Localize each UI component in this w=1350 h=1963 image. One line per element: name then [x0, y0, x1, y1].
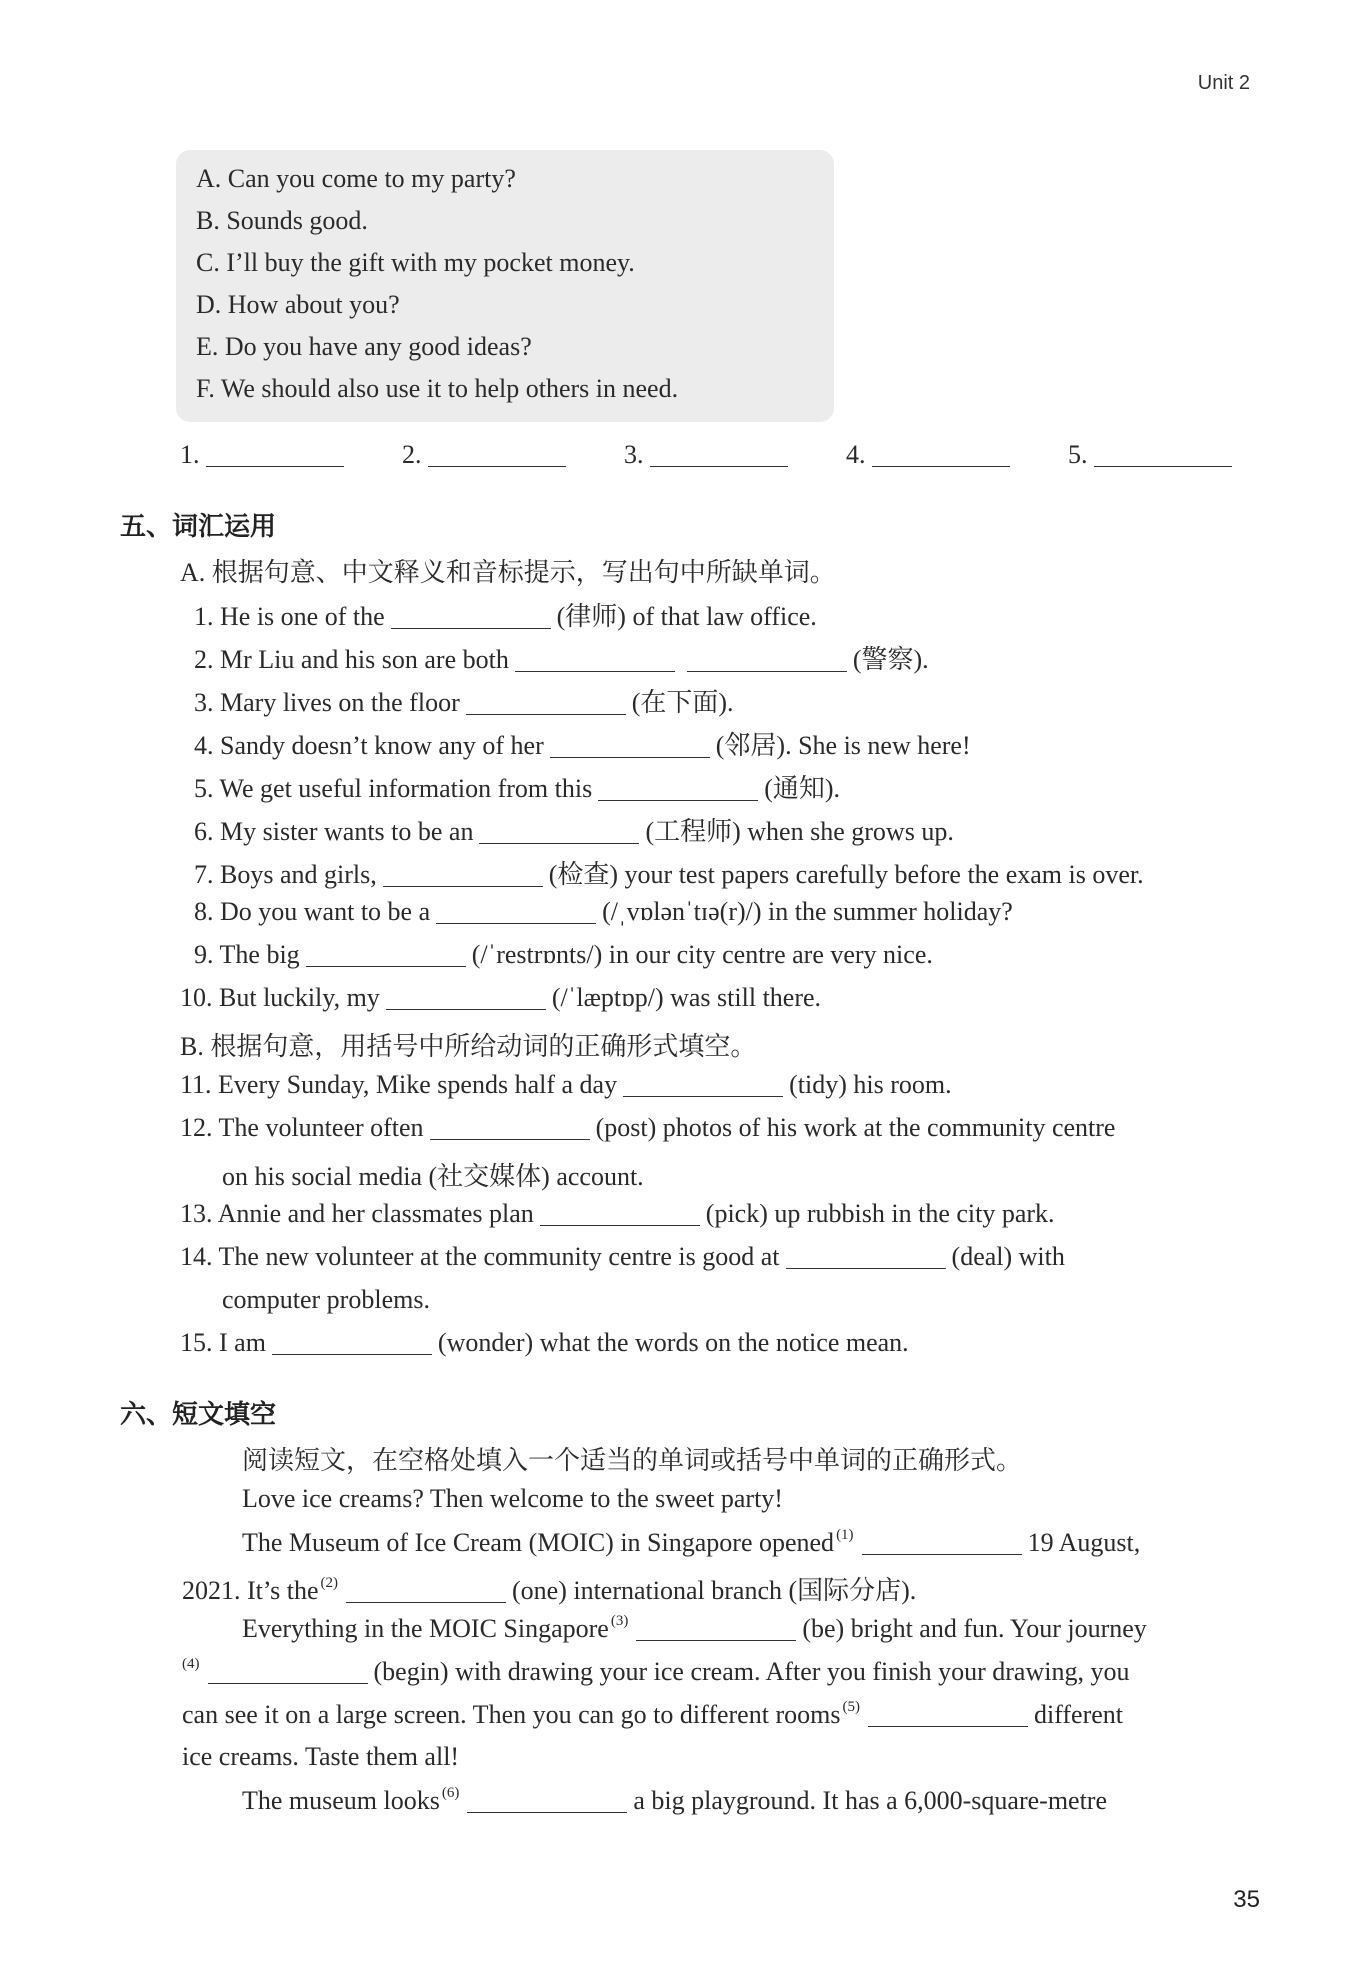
option-f: F. We should also use it to help others in need.	[196, 374, 679, 403]
passage-line-4: $^{(4)}$ (begin) with drawing your ice cream. After you finish your drawing, you	[182, 1656, 1130, 1686]
question-6: 6. My sister wants to be an (工程师) when she grows up.	[194, 817, 954, 846]
question-blank[interactable]	[786, 1244, 946, 1269]
passage-line-1: The Museum of Ice Cream (MOIC) in Singapore opened $^{(1)}$ 19 August,	[242, 1527, 1141, 1557]
question-blank[interactable]	[430, 1115, 590, 1140]
question-blank[interactable]	[386, 985, 546, 1010]
unit-label: Unit 2	[1197, 72, 1250, 94]
question-blank[interactable]	[598, 776, 758, 801]
part-a-instruction: A. 根据句意、中文释义和音标提示，写出句中所缺单词。	[180, 558, 836, 587]
option-c: C. I’ll buy the gift with my pocket money.	[196, 248, 635, 277]
passage-blank[interactable]	[208, 1659, 368, 1684]
question-blank[interactable]	[391, 604, 551, 629]
question-blank[interactable]	[436, 899, 596, 924]
question-blank[interactable]	[550, 733, 710, 758]
answer-number: 2.	[402, 440, 422, 469]
question-blank[interactable]	[515, 647, 675, 672]
option-d: D. How about you?	[196, 290, 400, 319]
passage-blank[interactable]	[346, 1578, 506, 1603]
answer-number: 4.	[846, 440, 866, 469]
question-blank[interactable]	[383, 862, 543, 887]
part-b-instruction: B. 根据句意，用括号中所给动词的正确形式填空。	[180, 1032, 757, 1061]
question-blank[interactable]	[272, 1330, 432, 1355]
passage-blank[interactable]	[467, 1788, 627, 1813]
question-blank[interactable]	[306, 942, 466, 967]
question-15: 15. I am (wonder) what the words on the notice mean.	[180, 1328, 909, 1357]
question-14: 14. The new volunteer at the community centre is good at (deal) with	[180, 1242, 1065, 1271]
answer-blank[interactable]	[650, 442, 788, 467]
question-blank[interactable]	[540, 1201, 700, 1226]
section-6-title: 六、短文填空	[120, 1400, 277, 1430]
question-12: 12. The volunteer often (post) photos of his work at the community centre	[180, 1113, 1116, 1142]
answer-blank[interactable]	[1094, 442, 1232, 467]
question-2: 2. Mr Liu and his son are both (警察).	[194, 645, 929, 674]
option-a: A. Can you come to my party?	[196, 164, 516, 193]
option-b: B. Sounds good.	[196, 206, 368, 235]
passage-line-7: The museum looks $^{(6)}$ a big playground. It has a 6,000-square-metre	[242, 1785, 1107, 1815]
blank-number: (4)	[182, 1656, 200, 1672]
section-5-title: 五、词汇运用	[120, 512, 277, 542]
answer-blank[interactable]	[872, 442, 1010, 467]
blank-number: (6)	[441, 1785, 460, 1801]
question-9: 9. The big (/ˈrestrɒnts/) in our city centre are very nice.	[194, 940, 933, 969]
passage-line-5: can see it on a large screen. Then you can go to different rooms $^{(5)}$ different	[182, 1699, 1123, 1729]
answer-blank[interactable]	[428, 442, 566, 467]
question-11: 11. Every Sunday, Mike spends half a day (tidy) his room.	[180, 1070, 952, 1099]
answer-blank[interactable]	[206, 442, 344, 467]
answer-number: 5.	[1068, 440, 1088, 469]
answer-number: 3.	[624, 440, 644, 469]
passage-line-6: ice creams. Taste them all!	[182, 1742, 460, 1771]
blank-number: (3)	[610, 1613, 629, 1629]
passage-blank[interactable]	[868, 1702, 1028, 1727]
question-12-continued: on his social media (社交媒体) account.	[222, 1162, 644, 1191]
passage-blank[interactable]	[862, 1530, 1022, 1555]
question-1: 1. He is one of the (律师) of that law office.	[194, 602, 817, 631]
blank-number: (2)	[320, 1575, 338, 1591]
question-blank[interactable]	[687, 647, 847, 672]
question-14-continued: computer problems.	[222, 1285, 430, 1314]
question-7: 7. Boys and girls, (检查) your test papers carefully before the exam is over.	[194, 860, 1144, 889]
answer-number: 1.	[180, 440, 200, 469]
page-number: 35	[1233, 1886, 1260, 1913]
question-blank[interactable]	[466, 690, 626, 715]
question-blank[interactable]	[623, 1072, 783, 1097]
passage-line-0: Love ice creams? Then welcome to the sweet party!	[242, 1484, 783, 1513]
answer-1	[180, 440, 350, 470]
option-e: E. Do you have any good ideas?	[196, 332, 532, 361]
passage-line-2: 2021. It’s the $^{(2)}$ (one) international branch (国际分店).	[182, 1575, 917, 1605]
question-3: 3. Mary lives on the floor (在下面).	[194, 688, 734, 717]
question-blank[interactable]	[479, 819, 639, 844]
question-8: 8. Do you want to be a (/ˌvɒlənˈtɪə(r)/) in the summer holiday?	[194, 897, 1013, 926]
passage-blank[interactable]	[636, 1616, 796, 1641]
blank-number: (5)	[842, 1699, 860, 1715]
question-10: 10. But luckily, my (/ˈlæptɒp/) was still there.	[180, 983, 822, 1012]
blank-number: (1)	[836, 1527, 854, 1543]
question-4: 4. Sandy doesn’t know any of her (邻居). She is new here!	[194, 731, 971, 760]
answer-4	[846, 440, 1016, 470]
answer-2	[402, 440, 572, 470]
answer-5	[1068, 440, 1238, 470]
answer-3	[624, 440, 794, 470]
question-5: 5. We get useful information from this (通知).	[194, 774, 841, 803]
passage-line-3: Everything in the MOIC Singapore $^{(3)}$ (be) bright and fun. Your journey	[242, 1613, 1147, 1643]
answer-row	[180, 440, 1240, 480]
passage-instruction: 阅读短文，在空格处填入一个适当的单词或括号中单词的正确形式。	[242, 1446, 1023, 1475]
question-13: 13. Annie and her classmates plan (pick) up rubbish in the city park.	[180, 1199, 1055, 1228]
options-box	[176, 150, 834, 422]
